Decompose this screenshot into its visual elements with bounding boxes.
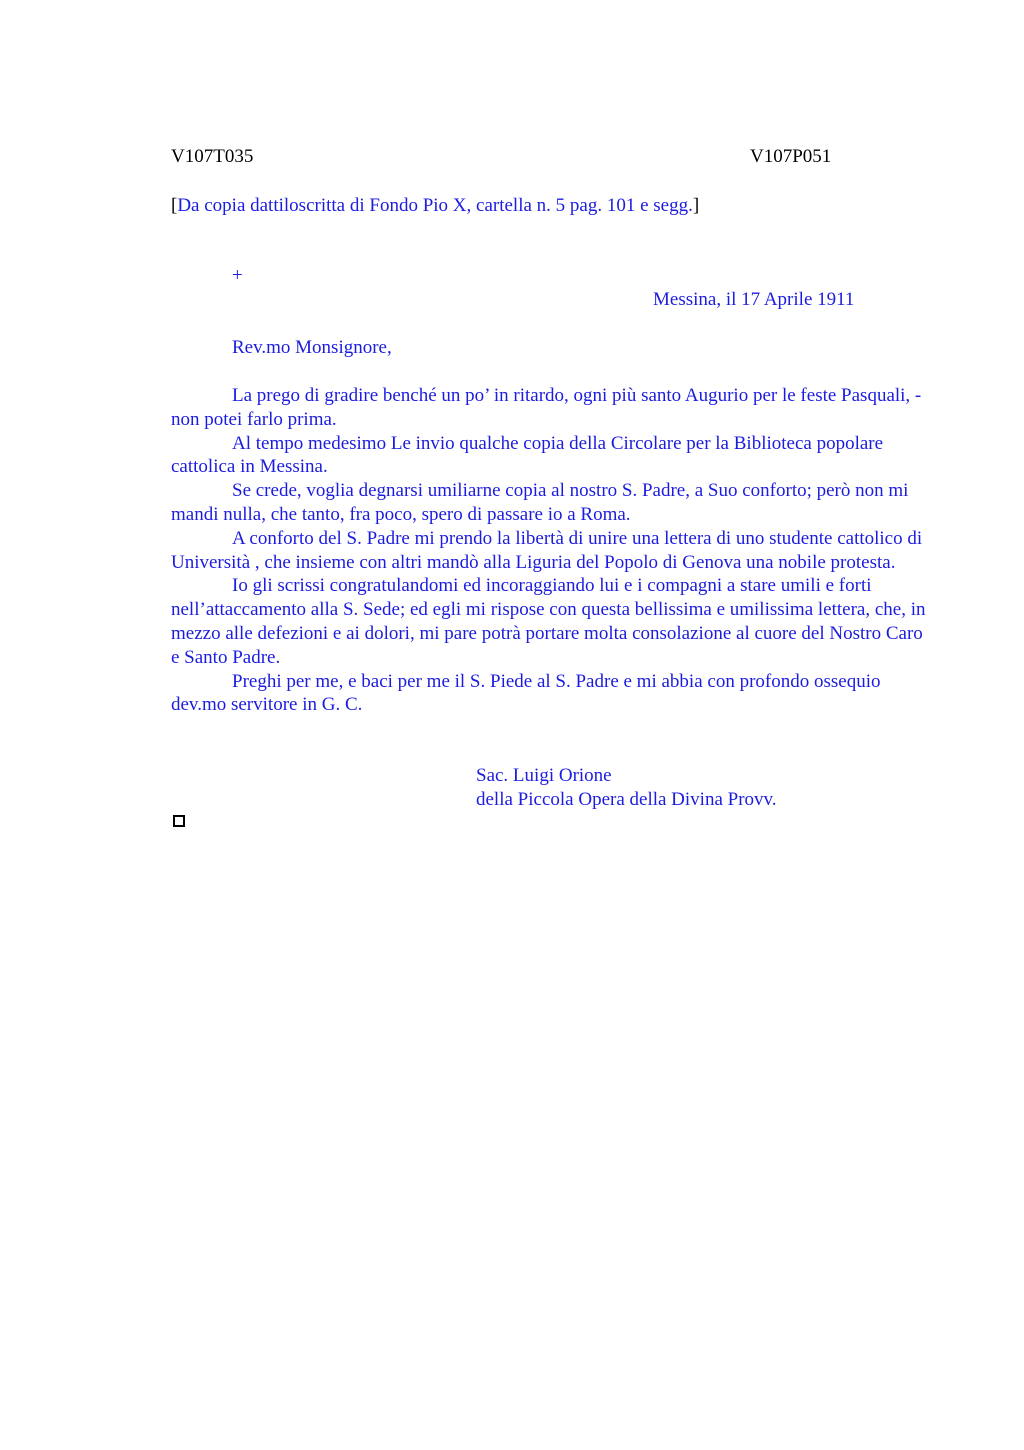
- letter-paragraph: Se crede, voglia degnarsi umiliarne copia al nostro S. Padre, a Suo conforto; però non mi mandi nulla, che tanto, fra poco, spero di passare io a Roma.: [171, 480, 909, 525]
- letter-paragraph: Al tempo medesimo Le invio qualche copia della Circolare per la Biblioteca popolare cattolica in Messina.: [171, 432, 884, 478]
- source-note: [171, 195, 699, 217]
- letter-body: [171, 384, 931, 717]
- cross-mark: +: [232, 265, 243, 286]
- source-text: Da copia dattiloscritta di Fondo Pio X, cartella n. 5 pag. 101 e segg.: [177, 195, 693, 216]
- document-code-left: V107T035: [171, 146, 254, 167]
- letter-paragraph: Preghi per me, e baci per me il S. Piede al S. Padre e mi abbia con profondo ossequio dev.mo servitore in G. C.: [171, 670, 881, 716]
- document-code-right: V107P051: [750, 146, 832, 167]
- signature-name: Sac. Luigi Orione: [476, 765, 612, 786]
- salutation: Rev.mo Monsignore,: [232, 337, 392, 358]
- dateline: Messina, il 17 Aprile 1911: [653, 289, 855, 310]
- letter-paragraph: La prego di gradire benché un po’ in ritardo, ogni più santo Augurio per le feste Pasquali, - non potei farlo prima.: [171, 385, 922, 430]
- source-close-bracket: ]: [692, 195, 700, 216]
- signature-title: della Piccola Opera della Divina Provv.: [476, 788, 777, 810]
- signature-block: [476, 764, 777, 812]
- end-square-icon: [173, 815, 185, 827]
- source-open-bracket: [: [171, 195, 178, 216]
- letter-paragraph: A conforto del S. Padre mi prendo la libertà di unire una lettera di uno studente cattolico di Università , che insieme con altri mandò alla Liguria del Popolo di Genova una nobile protesta.: [171, 527, 923, 573]
- letter-paragraph: Io gli scrissi congratulandomi ed incoraggiando lui e i compagni a stare umili e forti nell’attaccamento alla S. Sede; ed egli mi rispose con questa bellissima e umilissima lettera, che, in mezzo alle defezioni e ai dolori, mi pare potrà portare molta consolazione al cuore del Nostro Caro e Santo Padre.: [171, 575, 926, 668]
